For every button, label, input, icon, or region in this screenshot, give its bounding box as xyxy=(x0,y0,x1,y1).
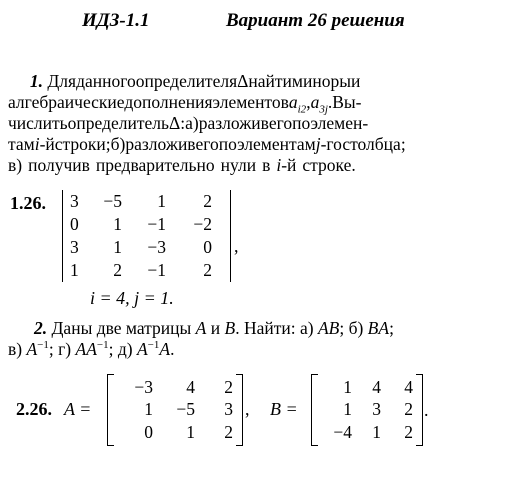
matrix-separator: , xyxy=(245,399,250,419)
task1-word: в xyxy=(262,155,271,175)
determinant-cell: 2 xyxy=(203,260,212,280)
task1-word: данного xyxy=(76,71,136,91)
task1-word: предварительно xyxy=(95,155,215,175)
problem-2-26-label: 2.26. xyxy=(16,399,52,419)
determinant-cell: 3 xyxy=(70,237,79,257)
determinant-cell: 1 xyxy=(113,237,122,257)
variant-title: Вариант 26 решения xyxy=(226,10,405,31)
task1-word: б) xyxy=(110,134,126,154)
task1-word: строки; xyxy=(54,134,111,154)
matrix-B-cell: 1 xyxy=(343,376,352,397)
task1-word: там xyxy=(8,134,35,154)
task1-word: его xyxy=(268,113,293,133)
matrix-B-table xyxy=(319,376,413,444)
task1-word: числить xyxy=(8,113,68,133)
task1-word: разложив xyxy=(198,113,269,133)
determinant-cell: 1 xyxy=(113,214,122,234)
task1-line-1 xyxy=(8,71,487,92)
task1-word: Вы- xyxy=(332,92,362,112)
task2-line-2: в) $A^{-1}$; г) $AA^{-1}$; д) $A^{-1}A$. xyxy=(8,339,175,359)
task1-word: по xyxy=(218,134,238,154)
matrix-A-cell: 2 xyxy=(224,376,233,397)
matrix-B-cell: 2 xyxy=(404,399,413,420)
task1-word: i-й xyxy=(34,134,55,154)
matrix-B-cell: 1 xyxy=(343,399,352,420)
task2-number: 2. xyxy=(34,318,48,338)
matrix-B-row xyxy=(319,421,413,444)
matrix-A xyxy=(107,374,243,446)
task1-word: миноры xyxy=(291,71,351,91)
matrix-A-row xyxy=(115,376,233,399)
determinant-right-bar xyxy=(230,190,231,282)
matrix-B-cell: 4 xyxy=(404,376,413,397)
matrix-B-cell: 4 xyxy=(372,376,381,397)
matrix-A-row xyxy=(115,421,233,444)
determinant-cell: −1 xyxy=(147,260,166,280)
matrix-B-row xyxy=(319,376,413,399)
determinant-row xyxy=(68,259,212,282)
task1-word: определителя xyxy=(135,71,238,91)
determinant xyxy=(62,190,232,282)
determinant-cell: 0 xyxy=(70,214,79,234)
task1-word: его xyxy=(195,134,219,154)
task1-word: алгебраические xyxy=(8,92,125,112)
task1-word: строке. xyxy=(302,155,356,175)
matrix-B xyxy=(311,374,423,446)
task2-paragraph xyxy=(8,318,508,360)
matrix-B-row xyxy=(319,399,413,422)
matrix-B-name: B = xyxy=(270,399,298,419)
determinant-cell: 1 xyxy=(157,191,166,211)
matrix-B-cell: 1 xyxy=(372,421,381,442)
task1-word: дополнения xyxy=(124,92,213,112)
task2-line-1 xyxy=(8,318,508,339)
task1-word: по xyxy=(292,113,311,133)
task1-word: нули xyxy=(220,155,257,175)
task1-word: а) xyxy=(185,113,199,133)
task1-word: Δ xyxy=(237,71,249,91)
determinant-cell: 1 xyxy=(70,260,79,280)
task2-line1-text: Даны две матрицы A и B. Найти: а) AB; б) BA; xyxy=(51,318,394,338)
determinant-left-bar xyxy=(62,190,63,282)
matrix-A-cell: −5 xyxy=(176,399,195,420)
determinant-row xyxy=(68,236,212,259)
task1-line-4 xyxy=(8,134,487,155)
task1-word: $a_{3j}$. xyxy=(310,92,333,116)
determinant-cell: −3 xyxy=(147,237,166,257)
matrix-B-period: . xyxy=(424,400,429,420)
determinant-comma: , xyxy=(234,236,239,256)
determinant-row xyxy=(68,213,212,236)
task1-word: определитель xyxy=(67,113,169,133)
task1-word: Δ: xyxy=(168,113,186,133)
task1-word: и xyxy=(350,71,361,91)
matrix-A-cell: 1 xyxy=(186,421,195,442)
determinant-cell: 2 xyxy=(203,191,212,211)
matrix-A-table xyxy=(115,376,233,444)
task1-word: разложив xyxy=(125,134,196,154)
task1-word: получив xyxy=(28,155,90,175)
determinant-cell: −1 xyxy=(147,214,166,234)
task1-word: столбца; xyxy=(342,134,406,154)
problem-1-26-label: 1.26. xyxy=(10,193,46,213)
matrix-A-left-bracket xyxy=(107,374,114,446)
matrix-A-row xyxy=(115,399,233,422)
matrix-B-right-bracket xyxy=(416,374,423,446)
determinant-cell: 3 xyxy=(70,191,79,211)
task1-word: $a_{i2}$, xyxy=(288,92,311,116)
matrix-A-cell: 2 xyxy=(224,421,233,442)
matrix-A-cell: 1 xyxy=(144,399,153,420)
matrix-B-cell: −4 xyxy=(333,421,352,442)
matrix-A-cell: 4 xyxy=(186,376,195,397)
task1-word: элементам xyxy=(237,134,316,154)
task1-number: 1. Для xyxy=(29,71,77,91)
matrix-B-cell: 2 xyxy=(404,421,413,442)
matrix-A-cell: 3 xyxy=(224,399,233,420)
matrix-B-cell: 3 xyxy=(372,399,381,420)
task1-line-2 xyxy=(8,92,487,116)
task1-word: в) xyxy=(8,155,23,175)
matrix-A-right-bracket xyxy=(236,374,243,446)
doc-title: ИДЗ-1.1 xyxy=(82,10,150,31)
matrix-B-left-bracket xyxy=(311,374,318,446)
task1-word: элемен- xyxy=(310,113,369,133)
determinant-table xyxy=(68,190,212,282)
task1-word: j-го xyxy=(315,134,343,154)
matrix-A-name: A = xyxy=(64,399,92,419)
task1-paragraph xyxy=(8,71,487,176)
matrix-A-cell: −3 xyxy=(134,376,153,397)
task1-word: элементов xyxy=(212,92,289,112)
task1-word: найти xyxy=(248,71,292,91)
condition-ij: i = 4, j = 1. xyxy=(90,288,174,308)
task1-word: i-й xyxy=(276,155,297,175)
determinant-row xyxy=(68,190,212,213)
determinant-cell: 0 xyxy=(203,237,212,257)
task1-line-3 xyxy=(8,113,487,134)
determinant-cell: −5 xyxy=(103,191,122,211)
matrix-A-cell: 0 xyxy=(144,421,153,442)
determinant-cell: 2 xyxy=(113,260,122,280)
determinant-cell: −2 xyxy=(193,214,212,234)
task1-line-5 xyxy=(8,155,487,176)
